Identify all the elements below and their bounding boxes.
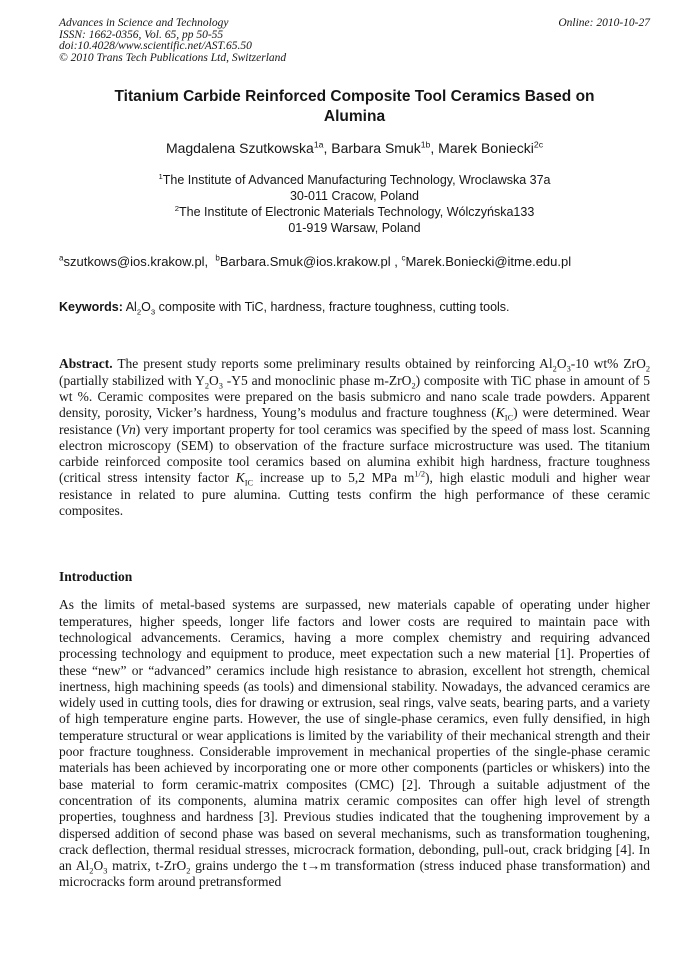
affiliation-line: 30-011 Cracow, Poland xyxy=(289,189,420,204)
journal-header xyxy=(59,18,650,64)
abstract-text: The present study reports some preliminary results obtained by reinforcing $Al_2O_3-10$ wt% ZrO$_2$ (partially stabilized with $Y_2O_3$ -Y5 and monoclinic phase m-ZrO$_2$) composite with TiC phase in amount of 5 wt %. Ceramic composites were prepared on the basis submicro and nano scale trade powders. Apparent density, porosity, Vicker’s hardness, Young’s modulus and fracture toughness $(K_{IC})$ were determined. Wear resistance (Vn) very important property for tool ceramics was specified by the speed of mass lost. Scanning electron microscopy (SEM) to observation of the fracture surface microstructure was used. The titanium carbide reinforced composite tool ceramics based on alumina exhibit high hardness, fracture toughness (critical stress intensity factor $K_{IC}$ increase up to 5,2 MPa $m^{1/2}$), high elastic moduli and higher wear resistance in related to pure alumina. Cutting tests confirm the high performance of these ceramic composites. xyxy=(59,356,651,519)
introduction-paragraph: As the limits of metal-based systems are surpassed, new materials capable of operating under higher temperatures, higher speeds, longer life factors and lower costs are required to maintain pace with technological advancements. Ceramics, having a more complex chemistry and requiring advanced processing technology and equipment to produce, meet expectation such a new material [1]. Properties of these “new” or “advanced” ceramics include high resistance to abrasion, excellent hot strength, chemical inertness, high machining speeds (as tools) and dimensional stability. Nowadays, the advanced ceramics are widely used in cutting tools, dies for drawing or extrusion, seal rings, valve seats, bearing parts, and a variety of high temperature engine parts. However, the use of single-phase ceramics, even fully densified, in high temperature structural or wear applications is limited by the variability of their mechanical strength and their poor fracture toughness. Considerable improvement in mechanical properties of the single-phase ceramic materials has been achieved by incorporating one or more other components (particles or whiskers) into the base material to form ceramic-matrix composites (CMC) [2]. Through a suitable adjustment of the concentration of its components, alumina matrix ceramic composites can offer high level of strength properties, toughness and hardness [3]. Previous studies indicated that the toughening improvement by a dispersed addition of second phase was based on several mechanisms, such as transformation toughening, crack deflection, thermal residual stresses, microcrack formation, debonding, pull-out, crack bridging [4]. In an $Al_2O_3$ matrix, t-ZrO$_2$ grains undergo the t→m transformation (stress induced phase transformation) and microcracks form around pretransformed xyxy=(59,597,650,890)
journal-copyright-line: © 2010 Trans Tech Publications Ltd, Switzerland xyxy=(59,51,287,64)
journal-name: Advances in Science and Technology xyxy=(59,17,229,29)
keywords-label: Keywords: xyxy=(59,300,123,315)
journal-header-left xyxy=(59,18,286,64)
online-date: Online: 2010-10-27 xyxy=(558,17,650,29)
journal-doi-line: doi:10.4028/www.scientific.net/AST.65.50 xyxy=(59,40,252,53)
abstract-label: Abstract. xyxy=(59,356,113,372)
keywords-line xyxy=(59,299,650,315)
journal-issn-line: ISSN: 1662-0356, Vol. 65, pp 50-55 xyxy=(59,28,224,41)
section-heading-introduction: Introduction xyxy=(59,569,133,585)
paper-title: Titanium Carbide Reinforced Composite Tool Ceramics Based on Alumina xyxy=(114,88,595,126)
abstract-paragraph xyxy=(59,356,650,519)
affiliation-line: 01-919 Warsaw, Poland xyxy=(288,221,421,236)
affiliation-line: $^1$The Institute of Advanced Manufacturing Technology, Wroclawska 37a xyxy=(158,172,551,188)
affiliation-line: $^2$The Institute of Electronic Materials Technology, Wólczyńska133 xyxy=(174,204,535,220)
author-emails-line: $^a$szutkows@ios.krakow.pl, $^b$Barbara.Smuk@ios.krakow.pl , $^c$Marek.Boniecki@itme.edu.pl xyxy=(59,254,572,270)
affiliations-block xyxy=(59,172,650,236)
authors-line: Magdalena Szutkowska$^{1a}$, Barbara Smuk$^{1b}$, Marek Boniecki$^{2c}$ xyxy=(165,139,544,157)
keywords-text: $Al_2O_3$ composite with TiC, hardness, fracture toughness, cutting tools. xyxy=(125,300,510,317)
